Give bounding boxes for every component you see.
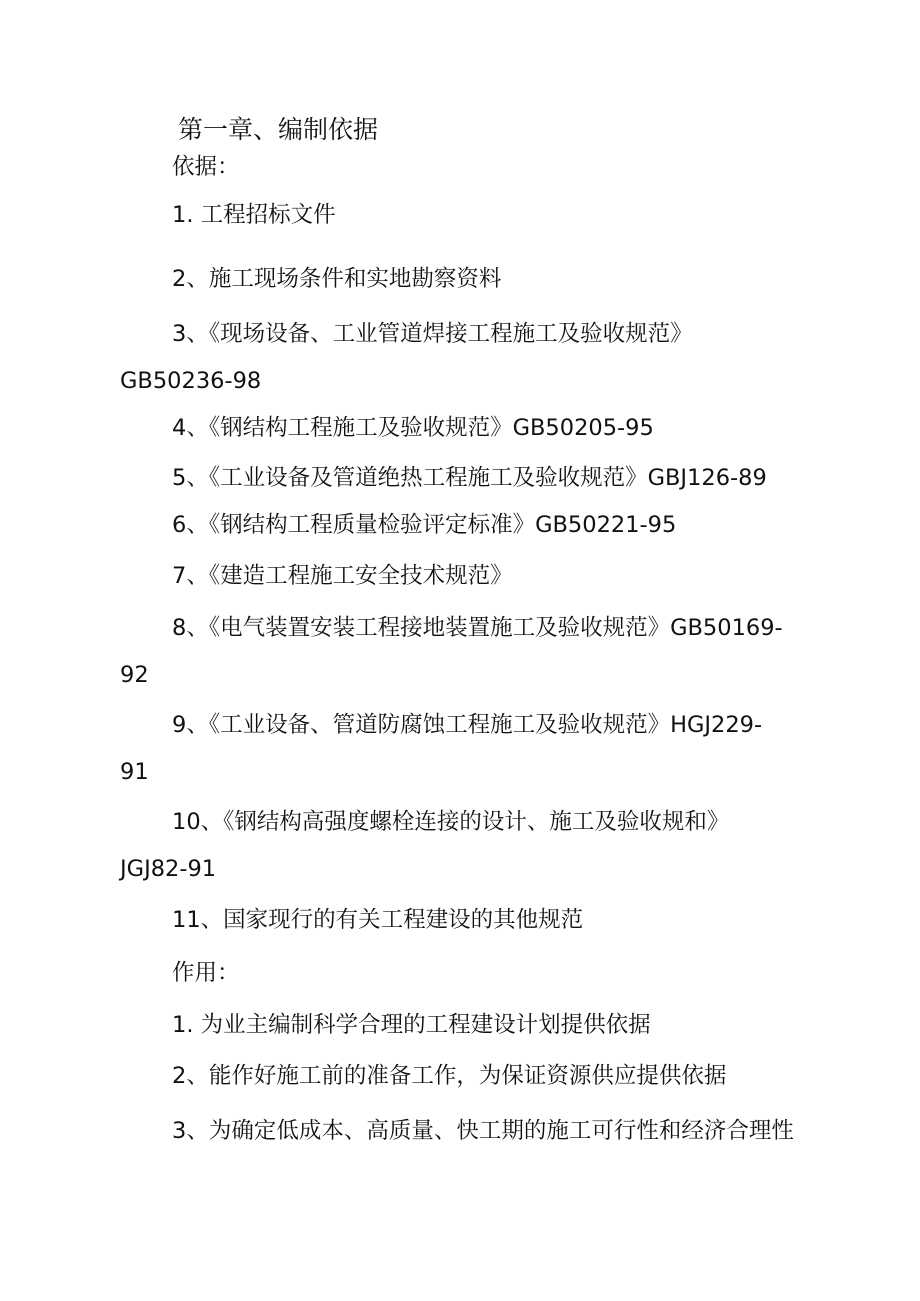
basis-item-1: 1. 工程招标文件 — [172, 202, 336, 228]
basis-item-11: 11、国家现行的有关工程建设的其他规范 — [172, 907, 584, 933]
basis-item-6: 6、《钢结构工程质量检验评定标准》GB50221-95 — [172, 512, 677, 538]
basis-item-9-code: 91 — [120, 759, 149, 785]
basis-item-10-code: JGJ82-91 — [120, 856, 217, 882]
purpose-item-3: 3、为确定低成本、高质量、快工期的施工可行性和经济合理性 — [172, 1118, 794, 1144]
purpose-item-1: 1. 为业主编制科学合理的工程建设计划提供依据 — [172, 1012, 651, 1038]
basis-heading: 依据： — [172, 154, 240, 180]
purpose-item-2: 2、能作好施工前的准备工作，为保证资源供应提供依据 — [172, 1063, 727, 1089]
basis-item-8: 8、《电气装置安装工程接地装置施工及验收规范》GB50169- — [172, 615, 783, 641]
purpose-heading: 作用： — [172, 960, 240, 986]
basis-item-3: 3、《现场设备、工业管道焊接工程施工及验收规范》 — [172, 321, 693, 347]
basis-item-8-code: 92 — [120, 662, 149, 688]
basis-item-3-code: GB50236-98 — [120, 368, 262, 394]
basis-item-10: 10、《钢结构高强度螺栓连接的设计、施工及验收规和》 — [172, 809, 730, 835]
chapter-title: 第一章、编制依据 — [178, 115, 379, 144]
basis-item-4: 4、《钢结构工程施工及验收规范》GB50205-95 — [172, 415, 654, 441]
basis-item-2: 2、施工现场条件和实地勘察资料 — [172, 266, 502, 292]
basis-item-7: 7、《建造工程施工安全技术规范》 — [172, 563, 513, 589]
basis-item-9: 9、《工业设备、管道防腐蚀工程施工及验收规范》HGJ229- — [172, 712, 763, 738]
basis-item-5: 5、《工业设备及管道绝热工程施工及验收规范》GBJ126-89 — [172, 465, 767, 491]
